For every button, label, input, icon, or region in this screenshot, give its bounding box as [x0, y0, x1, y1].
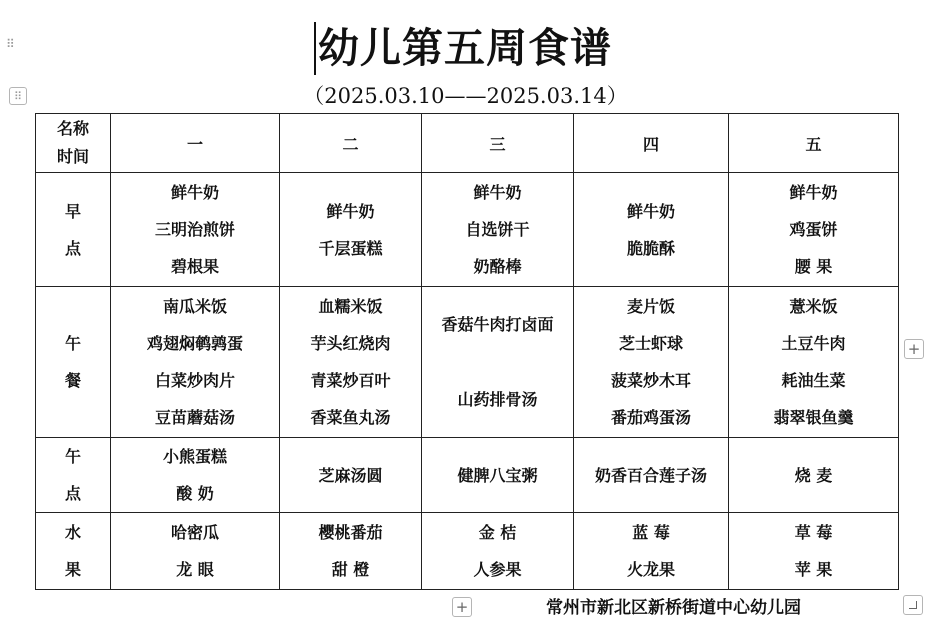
menu-item: 草 莓	[794, 523, 833, 542]
meal-label-char: 果	[64, 560, 81, 579]
menu-item: 芝麻汤圆	[318, 465, 383, 485]
meal-label-char: 早	[64, 201, 81, 221]
menu-item: 鸡翅焖鹌鹑蛋	[146, 334, 243, 353]
menu-cell[interactable]	[280, 438, 422, 513]
meal-label-char: 午	[64, 447, 81, 466]
meal-row-afternoon-snack	[36, 438, 899, 513]
menu-item: 腰 果	[794, 257, 833, 276]
menu-item: 三明治煎饼	[154, 220, 235, 239]
meal-label-char: 午	[64, 334, 81, 353]
menu-item: 血糯米饭	[318, 297, 383, 316]
day-header-2[interactable]	[280, 114, 422, 173]
menu-item: 苹 果	[794, 560, 833, 579]
menu-item: 麦片饭	[626, 297, 675, 316]
menu-item: 鲜牛奶	[473, 183, 522, 202]
day-header-3[interactable]	[422, 114, 574, 173]
menu-item: 鲜牛奶	[789, 183, 838, 202]
meal-label-char: 点	[64, 238, 81, 258]
menu-cell[interactable]	[280, 173, 422, 287]
menu-item: 鸡蛋饼	[789, 220, 838, 239]
menu-item: 烧 麦	[794, 465, 833, 485]
menu-item: 土豆牛肉	[781, 334, 846, 353]
menu-item: 自选饼干	[465, 220, 530, 239]
menu-item: 人参果	[473, 560, 522, 579]
add-column-button[interactable]	[904, 339, 924, 359]
menu-item: 芝士虾球	[618, 334, 683, 353]
menu-item: 龙 眼	[176, 560, 214, 579]
day-label: 一	[186, 134, 203, 154]
menu-cell[interactable]	[574, 438, 729, 513]
menu-item: 金 桔	[478, 523, 517, 542]
menu-item: 山药排骨汤	[457, 390, 538, 409]
plus-icon: +	[455, 597, 469, 616]
menu-item: 奶香百合莲子汤	[594, 465, 707, 485]
menu-item: 鲜牛奶	[626, 201, 675, 221]
menu-cell[interactable]	[111, 173, 280, 287]
day-header-5[interactable]	[729, 114, 899, 173]
menu-cell[interactable]	[574, 287, 729, 438]
menu-item: 哈密瓜	[170, 523, 219, 542]
meal-label-char: 餐	[64, 371, 81, 390]
menu-item: 甜 橙	[331, 560, 370, 579]
add-row-button[interactable]	[452, 597, 472, 617]
corner-cell[interactable]	[36, 114, 111, 173]
menu-item: 樱桃番茄	[318, 523, 383, 542]
menu-cell[interactable]	[574, 513, 729, 590]
menu-item: 菠菜炒木耳	[610, 371, 691, 390]
menu-cell[interactable]	[422, 173, 574, 287]
menu-item: 脆脆酥	[626, 238, 675, 258]
table-handle-icon[interactable]: ⠿	[9, 87, 27, 105]
corner-label-time: 时间	[56, 147, 89, 166]
menu-item: 芋头红烧肉	[310, 334, 391, 353]
menu-item: 鲜牛奶	[170, 183, 219, 202]
menu-cell[interactable]	[729, 287, 899, 438]
menu-cell[interactable]	[280, 287, 422, 438]
menu-item: 香菜鱼丸汤	[310, 408, 391, 427]
day-label: 二	[342, 134, 359, 154]
meal-label-cell[interactable]	[36, 438, 111, 513]
day-label: 四	[642, 134, 659, 154]
page-title[interactable]: 幼儿第五周食谱	[318, 24, 612, 72]
menu-item: 健脾八宝粥	[457, 465, 538, 485]
meal-row-lunch	[36, 287, 899, 438]
table-header-row	[36, 114, 899, 173]
menu-item: 翡翠银鱼羹	[773, 408, 854, 427]
footer-school-name[interactable]: 常州市新北区新桥街道中心幼儿园	[546, 598, 801, 618]
menu-item: 千层蛋糕	[318, 238, 383, 258]
menu-item: 青菜炒百叶	[310, 371, 391, 390]
day-header-1[interactable]	[111, 114, 280, 173]
date-range[interactable]: （2025.03.10——2025.03.14）	[303, 84, 628, 108]
menu-cell[interactable]	[111, 438, 280, 513]
meal-label-char: 点	[64, 484, 81, 503]
menu-cell[interactable]	[729, 438, 899, 513]
day-header-4[interactable]	[574, 114, 729, 173]
menu-cell[interactable]	[280, 513, 422, 590]
menu-cell[interactable]	[574, 173, 729, 287]
menu-item: 鲜牛奶	[326, 201, 375, 221]
menu-item: 蓝 莓	[632, 523, 670, 542]
meal-row-fruit	[36, 513, 899, 590]
plus-icon: +	[907, 339, 921, 358]
menu-item: 番茄鸡蛋汤	[610, 408, 691, 427]
text-cursor	[314, 22, 316, 75]
menu-item: 薏米饭	[789, 297, 838, 316]
meal-label-cell[interactable]	[36, 287, 111, 438]
meal-row-breakfast	[36, 173, 899, 287]
menu-table	[35, 113, 899, 590]
menu-cell[interactable]	[729, 173, 899, 287]
table-resize-icon[interactable]	[903, 595, 923, 615]
menu-cell[interactable]	[422, 513, 574, 590]
menu-item: 奶酪棒	[473, 257, 522, 276]
meal-label-cell[interactable]	[36, 173, 111, 287]
menu-item: 碧根果	[170, 257, 219, 276]
menu-item: 酸 奶	[176, 484, 214, 503]
day-label: 三	[489, 134, 506, 154]
meal-label-cell[interactable]	[36, 513, 111, 590]
meal-label-char: 水	[64, 523, 81, 542]
block-drag-handle-icon[interactable]: ⠿	[6, 37, 15, 51]
corner-label-name: 名称	[56, 119, 89, 138]
menu-cell[interactable]	[422, 438, 574, 513]
menu-cell[interactable]	[422, 287, 574, 438]
menu-item: 豆苗蘑菇汤	[154, 408, 235, 427]
menu-item: 耗油生菜	[781, 371, 846, 390]
day-label: 五	[805, 134, 822, 154]
menu-cell[interactable]	[111, 513, 280, 590]
menu-cell[interactable]	[729, 513, 899, 590]
menu-item: 小熊蛋糕	[162, 447, 227, 466]
menu-item: 白菜炒肉片	[154, 371, 235, 390]
menu-item: 火龙果	[626, 560, 675, 579]
menu-item: 南瓜米饭	[162, 297, 227, 316]
menu-cell[interactable]	[111, 287, 280, 438]
menu-item: 香菇牛肉打卤面	[441, 315, 554, 334]
